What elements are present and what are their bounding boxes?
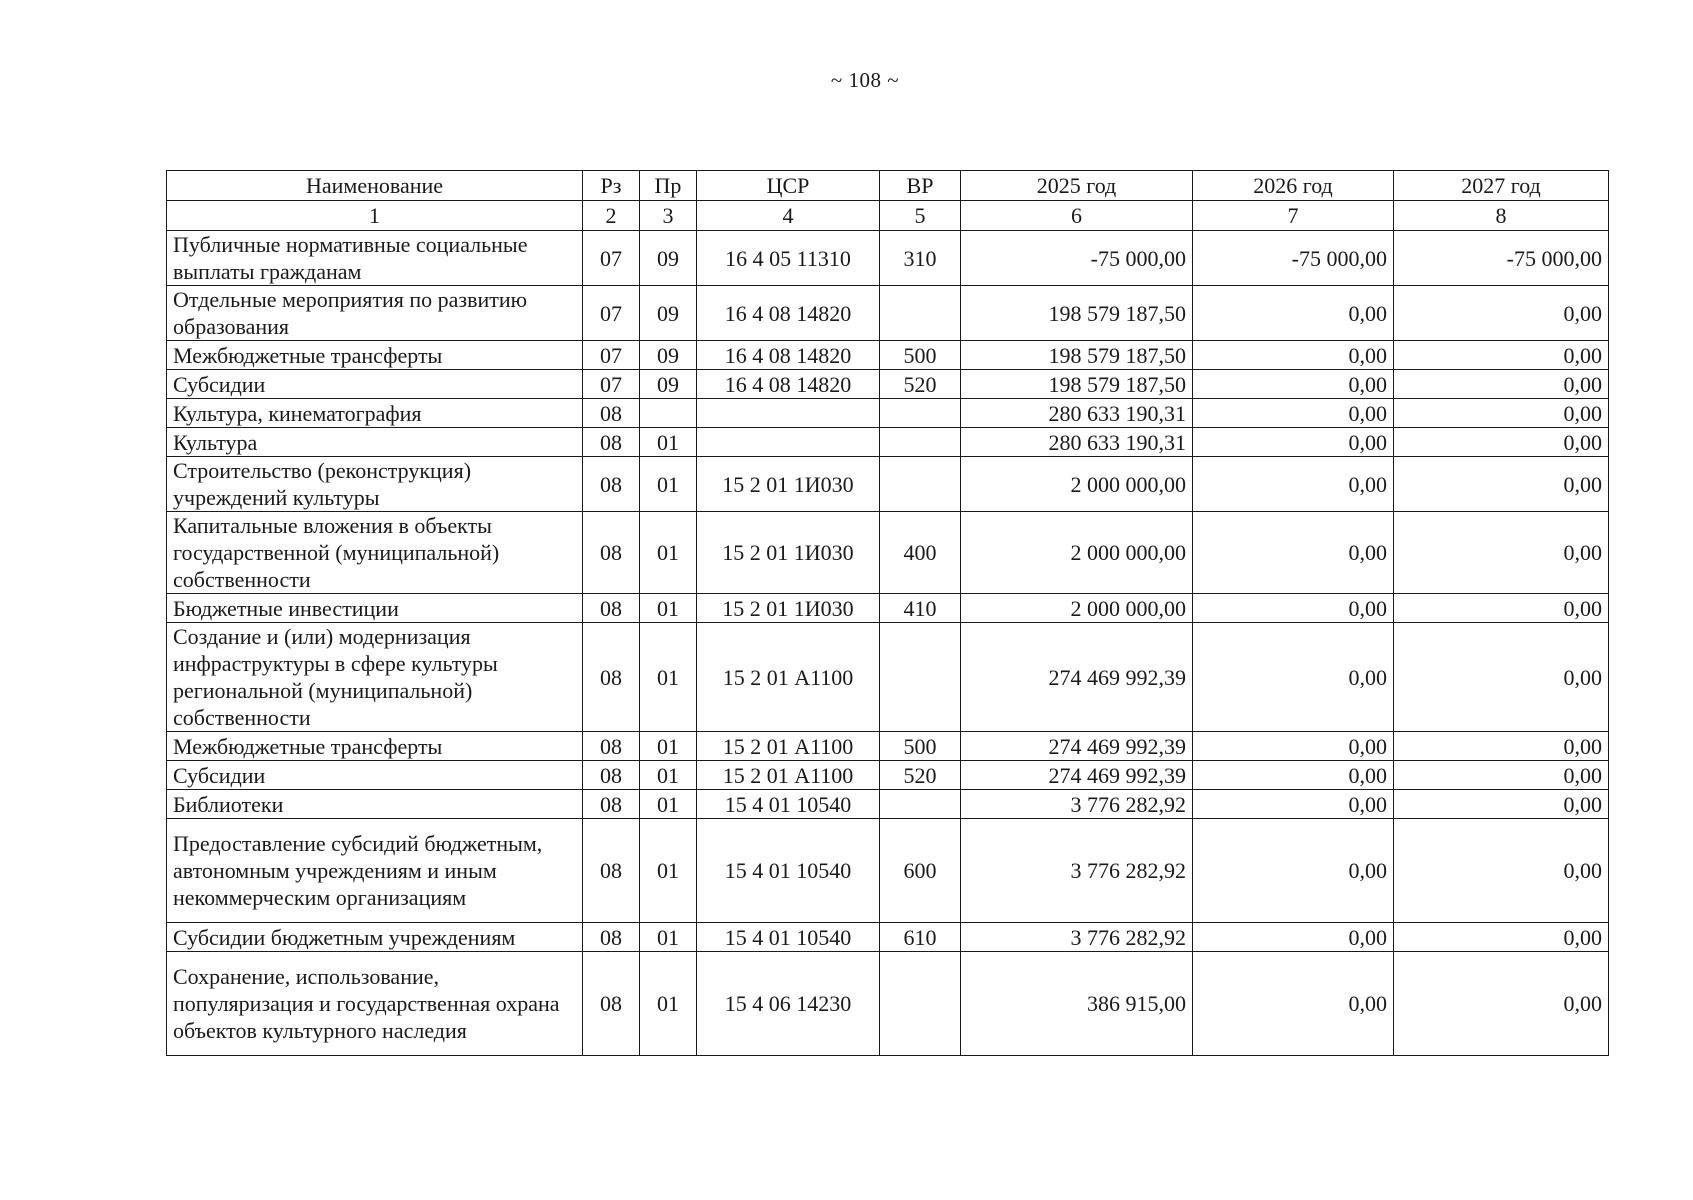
table-body: [167, 231, 1609, 1056]
column-number-row: [167, 201, 1609, 231]
cell-vr: [880, 399, 961, 428]
cell-vr: [880, 428, 961, 457]
cell-name: Межбюджетные трансферты: [167, 341, 583, 370]
cell-2025: 386 915,00: [961, 952, 1193, 1056]
cell-rz: 08: [583, 923, 640, 952]
cell-name: Субсидии: [167, 370, 583, 399]
cell-pr: 09: [640, 341, 697, 370]
cell-2025: -75 000,00: [961, 231, 1193, 286]
cell-2025: 274 469 992,39: [961, 732, 1193, 761]
cell-2027: 0,00: [1394, 952, 1609, 1056]
table-row: [167, 761, 1609, 790]
cell-2027: 0,00: [1394, 341, 1609, 370]
cell-name: Строительство (реконструкция) учреждений культуры: [167, 457, 583, 512]
cell-2026: 0,00: [1193, 370, 1394, 399]
cell-csr: 15 2 01 А1100: [697, 732, 880, 761]
cell-pr: 01: [640, 923, 697, 952]
cell-2026: -75 000,00: [1193, 231, 1394, 286]
cell-rz: 08: [583, 952, 640, 1056]
cell-rz: 07: [583, 231, 640, 286]
cell-2027: 0,00: [1394, 399, 1609, 428]
column-number: 8: [1394, 201, 1609, 231]
cell-vr: [880, 286, 961, 341]
cell-2027: 0,00: [1394, 790, 1609, 819]
table-row: [167, 819, 1609, 923]
column-number: 1: [167, 201, 583, 231]
cell-csr: 15 4 01 10540: [697, 923, 880, 952]
cell-2025: 274 469 992,39: [961, 761, 1193, 790]
cell-pr: 09: [640, 231, 697, 286]
cell-2026: 0,00: [1193, 732, 1394, 761]
cell-2025: 2 000 000,00: [961, 594, 1193, 623]
cell-csr: 15 2 01 А1100: [697, 623, 880, 732]
cell-vr: 500: [880, 732, 961, 761]
cell-2027: 0,00: [1394, 457, 1609, 512]
cell-2026: 0,00: [1193, 594, 1394, 623]
cell-2026: 0,00: [1193, 923, 1394, 952]
cell-rz: 07: [583, 341, 640, 370]
cell-pr: 01: [640, 952, 697, 1056]
budget-table: [166, 170, 1609, 1056]
table-row: [167, 952, 1609, 1056]
cell-vr: [880, 790, 961, 819]
table-row: [167, 623, 1609, 732]
cell-name: Бюджетные инвестиции: [167, 594, 583, 623]
table-row: [167, 923, 1609, 952]
cell-2025: 274 469 992,39: [961, 623, 1193, 732]
cell-csr: 15 4 01 10540: [697, 819, 880, 923]
table-row: [167, 457, 1609, 512]
cell-2025: 3 776 282,92: [961, 790, 1193, 819]
table-row: [167, 512, 1609, 594]
cell-2025: 198 579 187,50: [961, 370, 1193, 399]
column-number: 4: [697, 201, 880, 231]
cell-vr: 410: [880, 594, 961, 623]
cell-pr: 01: [640, 819, 697, 923]
column-number: 7: [1193, 201, 1394, 231]
cell-2025: 3 776 282,92: [961, 923, 1193, 952]
cell-name: Предоставление субсидий бюджетным, автономным учреждениям и иным некоммерческим организациям: [167, 819, 583, 923]
cell-2027: 0,00: [1394, 594, 1609, 623]
cell-csr: 15 4 06 14230: [697, 952, 880, 1056]
cell-rz: 08: [583, 457, 640, 512]
cell-rz: 08: [583, 594, 640, 623]
cell-pr: 01: [640, 761, 697, 790]
cell-2026: 0,00: [1193, 790, 1394, 819]
cell-name: Культура, кинематография: [167, 399, 583, 428]
cell-rz: 08: [583, 790, 640, 819]
cell-csr: 15 2 01 А1100: [697, 761, 880, 790]
cell-csr: 15 2 01 1И030: [697, 457, 880, 512]
cell-rz: 07: [583, 286, 640, 341]
cell-2027: -75 000,00: [1394, 231, 1609, 286]
cell-2025: 198 579 187,50: [961, 341, 1193, 370]
cell-2025: 280 633 190,31: [961, 399, 1193, 428]
cell-2025: 2 000 000,00: [961, 457, 1193, 512]
column-number: 3: [640, 201, 697, 231]
table-row: [167, 231, 1609, 286]
header-rz: Рз: [583, 171, 640, 201]
header-csr: ЦСР: [697, 171, 880, 201]
cell-2027: 0,00: [1394, 732, 1609, 761]
cell-name: Межбюджетные трансферты: [167, 732, 583, 761]
cell-name: Публичные нормативные социальные выплаты гражданам: [167, 231, 583, 286]
table-row: [167, 341, 1609, 370]
table-row: [167, 732, 1609, 761]
cell-2025: 280 633 190,31: [961, 428, 1193, 457]
cell-vr: 520: [880, 370, 961, 399]
column-number: 6: [961, 201, 1193, 231]
cell-vr: 520: [880, 761, 961, 790]
cell-2027: 0,00: [1394, 761, 1609, 790]
cell-pr: [640, 399, 697, 428]
table-row: [167, 790, 1609, 819]
cell-csr: 15 2 01 1И030: [697, 512, 880, 594]
cell-pr: 09: [640, 370, 697, 399]
cell-rz: 08: [583, 512, 640, 594]
table-row: [167, 286, 1609, 341]
cell-vr: 610: [880, 923, 961, 952]
cell-pr: 01: [640, 732, 697, 761]
cell-pr: 01: [640, 428, 697, 457]
cell-pr: 09: [640, 286, 697, 341]
header-2025: 2025 год: [961, 171, 1193, 201]
cell-2026: 0,00: [1193, 341, 1394, 370]
cell-rz: 08: [583, 819, 640, 923]
table-row: [167, 370, 1609, 399]
cell-pr: 01: [640, 457, 697, 512]
cell-pr: 01: [640, 623, 697, 732]
cell-csr: 16 4 08 14820: [697, 341, 880, 370]
cell-rz: 08: [583, 623, 640, 732]
header-vr: ВР: [880, 171, 961, 201]
cell-vr: 600: [880, 819, 961, 923]
cell-2027: 0,00: [1394, 623, 1609, 732]
cell-vr: [880, 457, 961, 512]
cell-vr: [880, 623, 961, 732]
cell-2025: 2 000 000,00: [961, 512, 1193, 594]
header-2026: 2026 год: [1193, 171, 1394, 201]
cell-pr: 01: [640, 790, 697, 819]
column-number: 5: [880, 201, 961, 231]
cell-pr: 01: [640, 594, 697, 623]
header-pr: Пр: [640, 171, 697, 201]
cell-name: Субсидии: [167, 761, 583, 790]
cell-rz: 08: [583, 399, 640, 428]
cell-2027: 0,00: [1394, 286, 1609, 341]
cell-2026: 0,00: [1193, 761, 1394, 790]
cell-name: Субсидии бюджетным учреждениям: [167, 923, 583, 952]
cell-2026: 0,00: [1193, 286, 1394, 341]
cell-2026: 0,00: [1193, 819, 1394, 923]
cell-rz: 08: [583, 761, 640, 790]
cell-rz: 08: [583, 732, 640, 761]
cell-2027: 0,00: [1394, 428, 1609, 457]
page-number: ~ 108 ~: [830, 68, 900, 92]
table-header-row: [167, 171, 1609, 201]
cell-rz: 08: [583, 428, 640, 457]
cell-2026: 0,00: [1193, 428, 1394, 457]
cell-csr: 16 4 05 11310: [697, 231, 880, 286]
cell-2027: 0,00: [1394, 370, 1609, 399]
cell-2027: 0,00: [1394, 819, 1609, 923]
cell-vr: 500: [880, 341, 961, 370]
cell-2027: 0,00: [1394, 512, 1609, 594]
table-row: [167, 594, 1609, 623]
cell-name: Капитальные вложения в объекты государственной (муниципальной) собственности: [167, 512, 583, 594]
cell-vr: 310: [880, 231, 961, 286]
cell-name: Библиотеки: [167, 790, 583, 819]
cell-name: Культура: [167, 428, 583, 457]
cell-csr: [697, 399, 880, 428]
cell-name: Создание и (или) модернизация инфраструктуры в сфере культуры региональной (муниципальной) собственности: [167, 623, 583, 732]
cell-csr: 15 2 01 1И030: [697, 594, 880, 623]
cell-2026: 0,00: [1193, 952, 1394, 1056]
cell-2025: 3 776 282,92: [961, 819, 1193, 923]
cell-csr: 16 4 08 14820: [697, 286, 880, 341]
cell-2026: 0,00: [1193, 457, 1394, 512]
table-row: [167, 428, 1609, 457]
header-2027: 2027 год: [1394, 171, 1609, 201]
cell-2026: 0,00: [1193, 623, 1394, 732]
cell-vr: 400: [880, 512, 961, 594]
cell-csr: 15 4 01 10540: [697, 790, 880, 819]
cell-2025: 198 579 187,50: [961, 286, 1193, 341]
cell-name: Отдельные мероприятия по развитию образования: [167, 286, 583, 341]
cell-pr: 01: [640, 512, 697, 594]
cell-csr: 16 4 08 14820: [697, 370, 880, 399]
cell-2027: 0,00: [1394, 923, 1609, 952]
cell-2026: 0,00: [1193, 512, 1394, 594]
cell-name: Сохранение, использование, популяризация и государственная охрана объектов культурного наследия: [167, 952, 583, 1056]
cell-csr: [697, 428, 880, 457]
cell-vr: [880, 952, 961, 1056]
table-row: [167, 399, 1609, 428]
column-number: 2: [583, 201, 640, 231]
header-name: Наименование: [167, 171, 583, 201]
cell-rz: 07: [583, 370, 640, 399]
cell-2026: 0,00: [1193, 399, 1394, 428]
